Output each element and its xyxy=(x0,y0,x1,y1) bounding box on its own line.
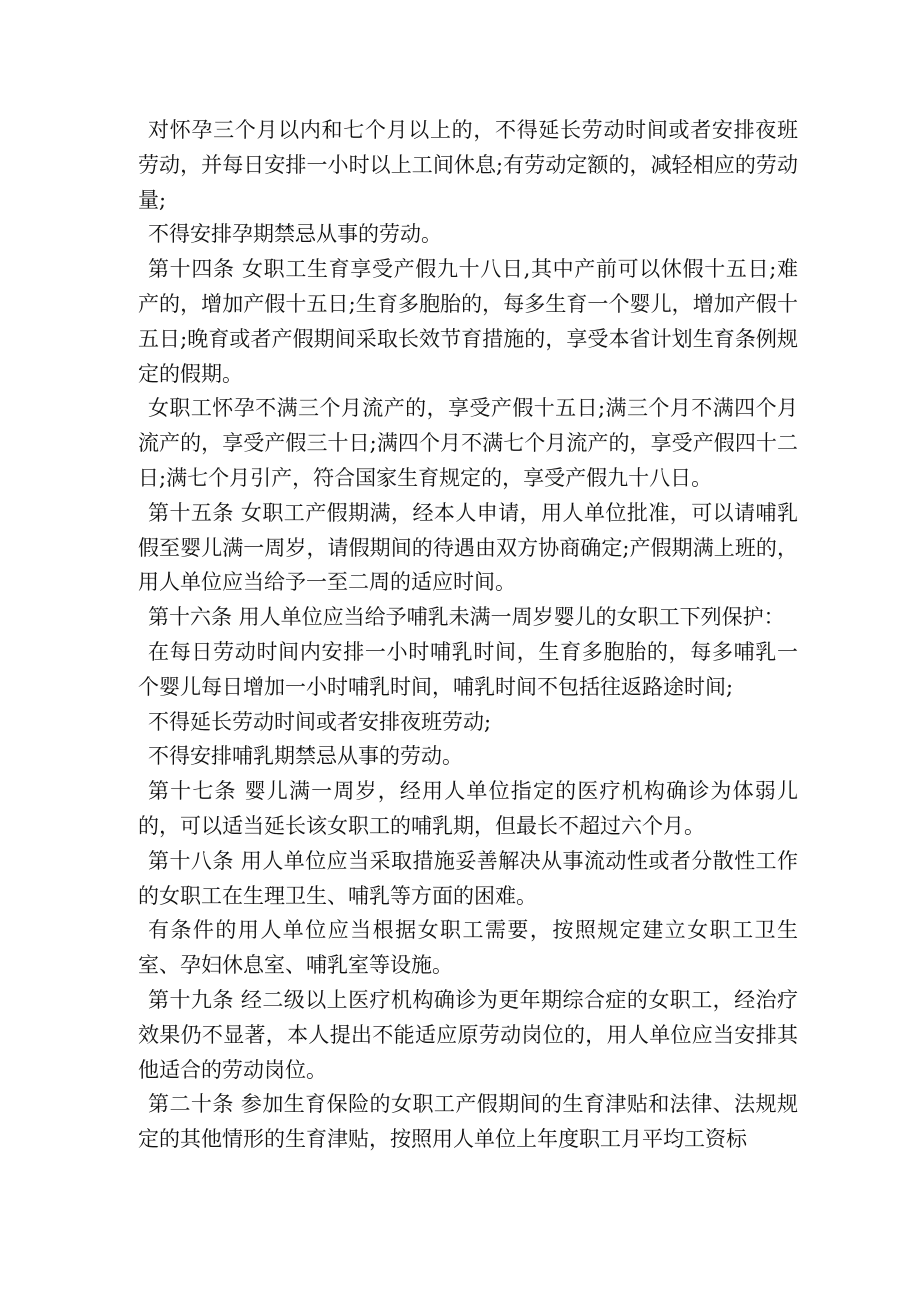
paragraph-14: 第二十条 参加生育保险的女职工产假期间的生育津贴和法律、法规规定的其他情形的生育津贴，按照用人单位上年度职工月平均工资标 xyxy=(138,1092,798,1152)
paragraph-4: 女职工怀孕不满三个月流产的，享受产假十五日;满三个月不满四个月流产的，享受产假三十日;满四个月不满七个月流产的，享受产假四十二日;满七个月引产，符合国家生育规定的，享受产假九十八日。 xyxy=(138,396,798,490)
paragraph-11: 第十八条 用人单位应当采取措施妥善解决从事流动性或者分散性工作的女职工在生理卫生、哺乳等方面的困难。 xyxy=(138,848,798,908)
paragraph-9: 不得安排哺乳期禁忌从事的劳动。 xyxy=(148,744,463,769)
paragraph-13: 第十九条 经二级以上医疗机构确诊为更年期综合症的女职工，经治疗效果仍不显著，本人提出不能适应原劳动岗位的，用人单位应当安排其他适合的劳动岗位。 xyxy=(138,987,798,1082)
paragraph-1: 对怀孕三个月以内和七个月以上的，不得延长劳动时间或者安排夜班劳动，并每日安排一小时以上工间休息;有劳动定额的，减轻相应的劳动量; xyxy=(138,118,798,212)
paragraph-2: 不得安排孕期禁忌从事的劳动。 xyxy=(148,222,442,247)
paragraph-6: 第十六条 用人单位应当给予哺乳未满一周岁婴儿的女职工下列保护： xyxy=(148,605,785,630)
paragraph-5: 第十五条 女职工产假期满，经本人申请，用人单位批准，可以请哺乳假至婴儿满一周岁，请假期间的待遇由双方协商确定;产假期满上班的，用人单位应当给予一至二周的适应时间。 xyxy=(138,500,798,595)
paragraph-7: 在每日劳动时间内安排一小时哺乳时间，生育多胞胎的，每多哺乳一个婴儿每日增加一小时哺乳时间，哺乳时间不包括往返路途时间; xyxy=(138,639,798,699)
document-body xyxy=(138,113,798,1157)
paragraph-3: 第十四条 女职工生育享受产假九十八日,其中产前可以休假十五日;难产的，增加产假十五日;生育多胞胎的，每多生育一个婴儿，增加产假十五日;晚育或者产假期间采取长效节育措施的，享受本省计划生育条例规定的假期。 xyxy=(138,257,798,386)
paragraph-12: 有条件的用人单位应当根据女职工需要，按照规定建立女职工卫生室、孕妇休息室、哺乳室等设施。 xyxy=(138,918,798,978)
paragraph-10: 第十七条 婴儿满一周岁，经用人单位指定的医疗机构确诊为体弱儿的，可以适当延长该女职工的哺乳期，但最长不超过六个月。 xyxy=(138,779,798,838)
paragraph-8: 不得延长劳动时间或者安排夜班劳动; xyxy=(148,709,492,734)
